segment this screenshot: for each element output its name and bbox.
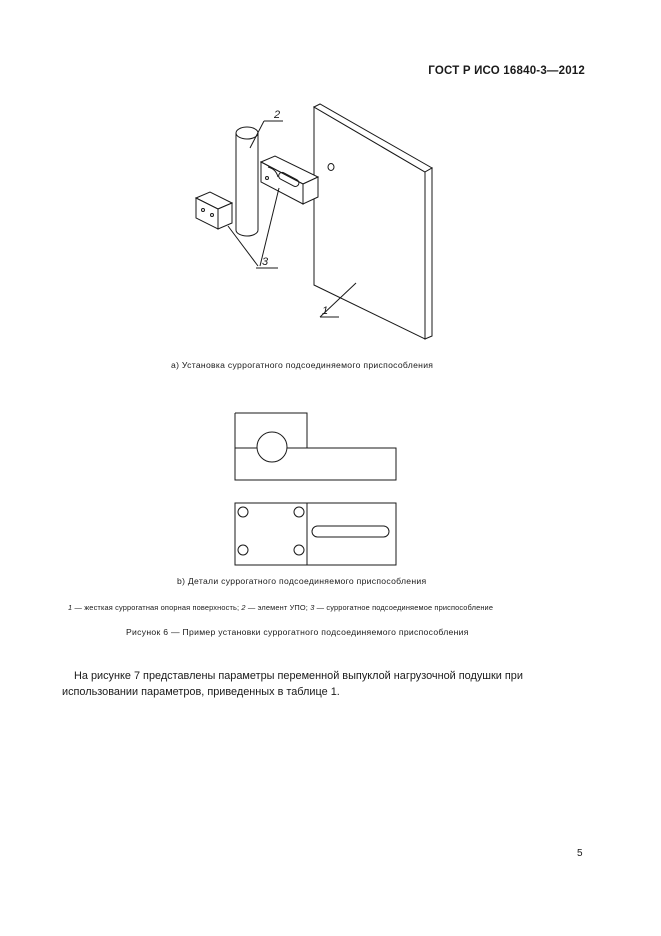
caption-b: b) Детали суррогатного подсоединяемого приспособления [177, 576, 427, 586]
body-paragraph: На рисунке 7 представлены параметры переменной выпуклой нагрузочной подушки при использовании параметров, приведенных в таблице 1. [62, 670, 523, 698]
page-number: 5 [577, 848, 583, 859]
figure-legend: 1 — жесткая суррогатная опорная поверхность; 2 — элемент УПО; 3 — суррогатное подсоединяемое приспособление [68, 603, 494, 612]
label-1: 1 [322, 305, 329, 317]
document-header: ГОСТ Р ИСО 16840-3—2012 [428, 65, 585, 77]
label-3: 3 [262, 256, 269, 268]
label-2: 2 [274, 109, 281, 121]
top-view [235, 503, 396, 565]
figure-title: Рисунок 6 — Пример установки суррогатного подсоединяемого приспособления [126, 627, 469, 637]
caption-a: а) Установка суррогатного подсоединяемого приспособления [171, 360, 434, 370]
side-view [235, 413, 396, 480]
